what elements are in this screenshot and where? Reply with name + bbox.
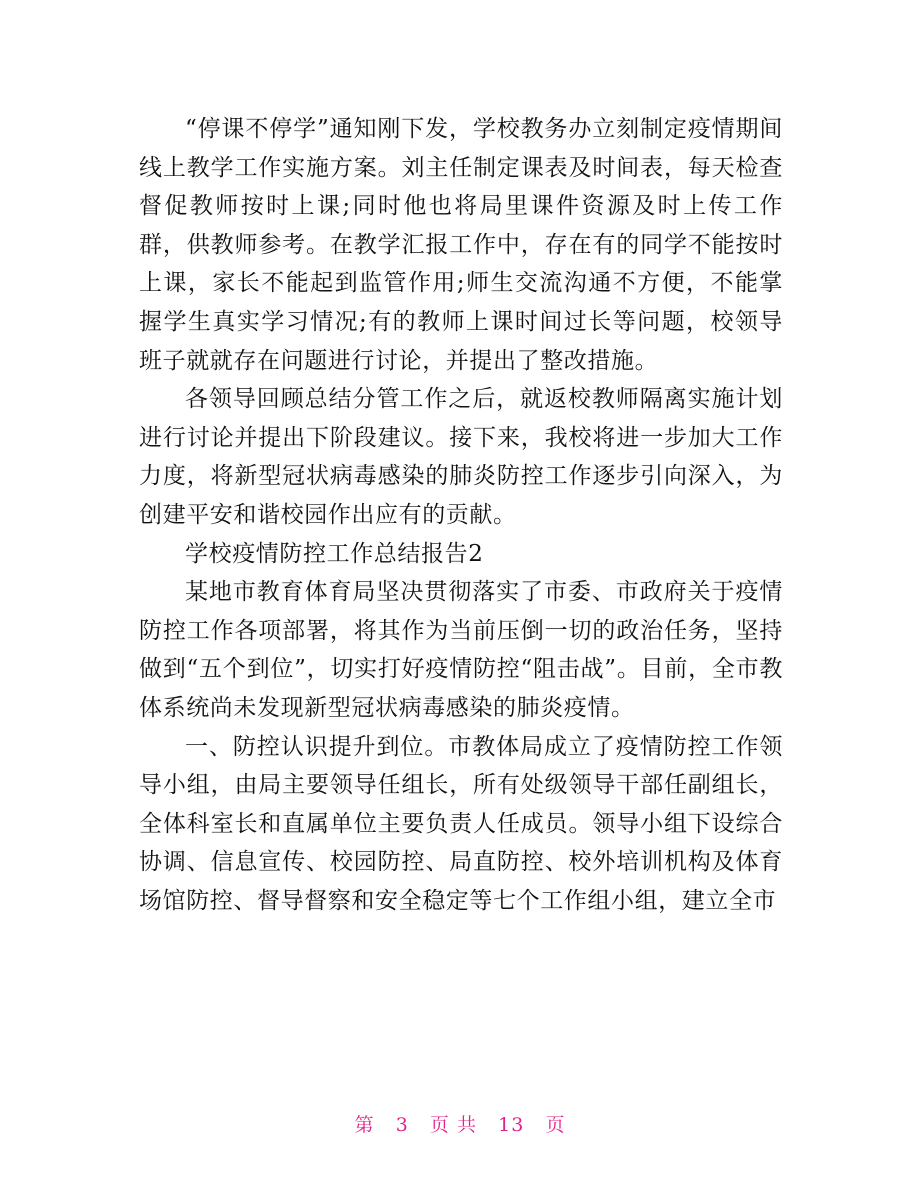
paragraph-bureau-summary: 某地市教育体育局坚决贯彻落实了市委、市政府关于疫情防控工作各项部署，将其作为当前压倒一切的政治任务，坚持做到“五个到位”，切实打好疫情防控“阻击战”。目前，全市教体系统尚未发现新型冠状病毒感染的肺炎疫情。	[139, 579, 783, 721]
paragraph-online-teaching: “停课不停学”通知刚下发，学校教务办立刻制定疫情期间线上教学工作实施方案。刘主任制定课表及时间表，每天检查督促教师按时上课;同时他也将局里课件资源及时上传工作群，供教师参考。在教学汇报工作中，存在有的同学不能按时上课，家长不能起到监管作用;师生交流沟通不方便，不能掌握学生真实学习情况;有的教师上课时间过长等问题，校领导班子就就存在问题进行讨论，并提出了整改措施。	[139, 116, 783, 374]
footer-current-page: 3	[395, 1114, 409, 1136]
paragraph-leadership-review: 各领导回顾总结分管工作之后，就返校教师隔离实施计划进行讨论并提出下阶段建议。接下来，我校将进一步加大工作力度，将新型冠状病毒感染的肺炎防控工作逐步引向深入，为创建平安和谐校园作出应有的贡献。	[139, 386, 783, 528]
footer-prefix: 第	[354, 1114, 375, 1136]
footer-suffix: 页	[545, 1114, 566, 1136]
footer-total-pages: 13	[498, 1114, 525, 1136]
footer-middle: 页 共	[429, 1114, 477, 1136]
paragraph-awareness: 一、防控认识提升到位。市教体局成立了疫情防控工作领导小组，由局主要领导任组长，所有处级领导干部任副组长，全体科室长和直属单位主要负责人任成员。领导小组下设综合协调、信息宣传、校园防控、局直防控、校外培训机构及体育场馆防控、督导督察和安全稳定等七个工作组小组，建立全市	[139, 733, 783, 914]
section-title: 学校疫情防控工作总结报告2	[185, 540, 484, 567]
page-footer	[0, 1110, 920, 1137]
document-body	[139, 110, 783, 920]
